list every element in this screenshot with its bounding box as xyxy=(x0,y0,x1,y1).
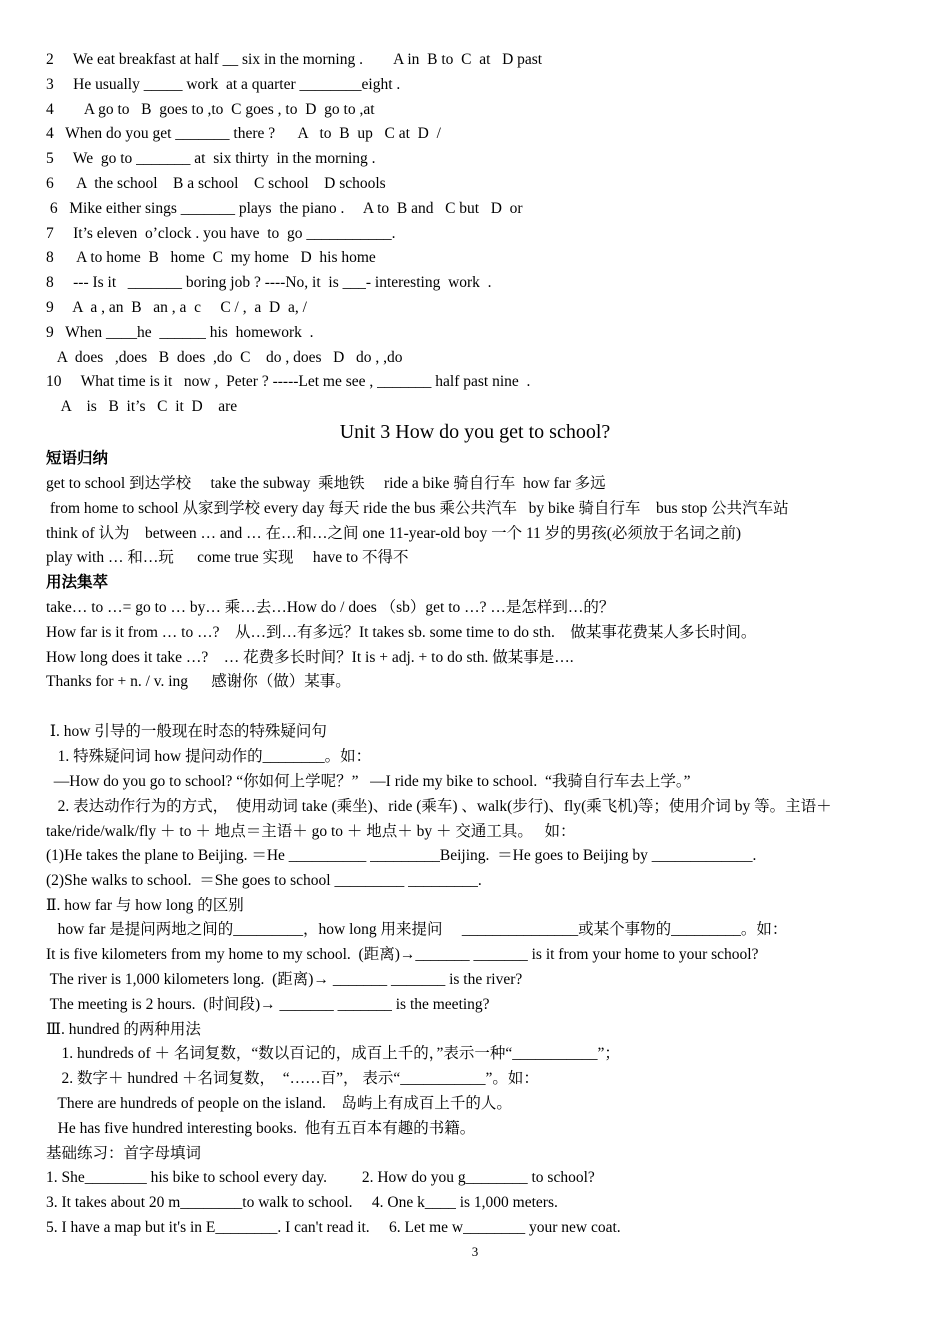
quiz-line: 7 It’s eleven o’clock . you have to go ___________. xyxy=(46,224,396,242)
grammar-line: The river is 1,000 kilometers long. (距离)→ _______ _______ is the river? xyxy=(46,971,523,988)
quiz-line: 6 A the school B a school C school D schools xyxy=(46,175,386,192)
grammar-line: It is five kilometers from my home to my school. (距离)→_______ _______ is it from your home to your school? xyxy=(46,946,759,964)
usage-heading: 用法集萃 xyxy=(46,574,109,591)
page-number: 3 xyxy=(471,1244,479,1259)
grammar-line: 3. It takes about 20 m________to walk to school. 4. One k____ is 1,000 meters. xyxy=(46,1194,558,1212)
grammar-line: Ⅱ. how far 与 how long 的区别 xyxy=(46,896,244,914)
quiz-line: 5 We go to _______ at six thirty in the morning . xyxy=(46,150,376,168)
phrase-line: get to school 到达学校 take the subway 乘地铁 ride a bike 骑自行车 how far 多远 xyxy=(46,475,606,492)
grammar-paragraph: 2. 表达动作行为的方式， 使用动词 take (乘坐)、ride (乘车) 、walk(步行)、fly(乘飞机)等；使用介词 by 等。主语＋take/ride/walk/fly ＋ to ＋ 地点＝主语＋ go to ＋ 地点＋ by ＋ 交通工具。 如： xyxy=(46,798,832,840)
phrase-line: play with … 和…玩 come true 实现 have to 不得不 xyxy=(46,549,409,567)
grammar-line: 2. 数字＋ hundred ＋名词复数， “……百”， 表示“___________”。如： xyxy=(46,1070,539,1088)
grammar-line: Ⅰ. how 引导的一般现在时态的特殊疑问句 xyxy=(46,723,327,740)
grammar-line: 1. 特殊疑问词 how 提问动作的________。如： xyxy=(46,747,372,765)
quiz-line: 3 He usually _____ work at a quarter ________eight . xyxy=(46,75,401,93)
quiz-line: 8 --- Is it _______ boring job ? ----No, it is ___- interesting work . xyxy=(46,274,492,292)
grammar-line: The meeting is 2 hours. (时间段)→ _______ _______ is the meeting? xyxy=(46,995,490,1013)
quiz-line: A is B it’s C it D are xyxy=(46,398,238,416)
grammar-line: —How do you go to school? “你如何上学呢？” —I ride my bike to school. “我骑自行车去上学。” xyxy=(46,772,691,790)
usage-line: How far is it from … to …? 从…到…有多远？It takes sb. some time to do sth. 做某事花费某人多长时间。 xyxy=(46,623,757,641)
grammar-line: There are hundreds of people on the island. 岛屿上有成百上千的人。 xyxy=(46,1095,512,1112)
quiz-line: 9 When ____he ______ his homework . xyxy=(46,323,314,341)
grammar-line: He has five hundred interesting books. 他有五百本有趣的书籍。 xyxy=(46,1119,476,1137)
phrases-heading: 短语归纳 xyxy=(46,450,109,467)
quiz-line: A does ,does B does ,do C do , does D do , ,do xyxy=(46,348,403,366)
quiz-line: 9 A a , an B an , a c C / , a D a, / xyxy=(46,299,307,316)
grammar-line: how far 是提问两地之间的_________，how long 用来提问 _______________或某个事物的_________。如： xyxy=(46,921,788,939)
grammar-line: Ⅲ. hundred 的两种用法 xyxy=(46,1020,201,1038)
grammar-line: 5. I have a map but it's in E________. I can't read it. 6. Let me w________ your new coat. xyxy=(46,1219,621,1236)
phrase-line: from home to school 从家到学校 every day 每天 ride the bus 乘公共汽车 by bike 骑自行车 bus stop 公共汽车站 xyxy=(46,499,789,517)
quiz-line: 10 What time is it now , Peter ? -----Let me see , _______ half past nine . xyxy=(46,373,531,391)
grammar-line: 1. hundreds of ＋ 名词复数，“数以百记的，成百上千的，”表示一种“___________”； xyxy=(46,1045,620,1063)
usage-line: How long does it take …? … 花费多长时间？It is + adj. + to do sth. 做某事是…. xyxy=(46,648,574,666)
quiz-line: 2 We eat breakfast at half __ six in the morning . A in B to C at D past xyxy=(46,51,543,68)
quiz-line: 4 A go to B goes to ,to C goes , to D go to ,at xyxy=(46,100,375,118)
quiz-line: 6 Mike either sings _______ plays the piano . A to B and C but D or xyxy=(46,199,523,217)
quiz-line: 8 A to home B home C my home D his home xyxy=(46,249,376,267)
grammar-line: 1. She________ his bike to school every day. 2. How do you g________ to school? xyxy=(46,1169,595,1187)
grammar-line: (1)He takes the plane to Beijing. ＝He __________ _________Beijing. ＝He goes to Beijing by _____________. xyxy=(46,847,757,864)
phrase-line: think of 认为 between … and … 在…和…之间 one 11-year-old boy 一个 11 岁的男孩(必须放于名词之前) xyxy=(46,524,742,542)
usage-line: Thanks for + n. / v. ing 感谢你（做）某事。 xyxy=(46,673,351,691)
quiz-line: 4 When do you get _______ there ? A to B up C at D / xyxy=(46,125,441,143)
unit-title: Unit 3 How do you get to school? xyxy=(339,421,611,443)
grammar-line: (2)She walks to school. ＝She goes to school _________ _________. xyxy=(46,871,482,889)
grammar-line: 基础练习：首字母填词 xyxy=(46,1144,202,1162)
usage-line: take… to …= go to … by… 乘…去…How do / does （sb）get to …? …是怎样到…的？ xyxy=(46,599,615,616)
